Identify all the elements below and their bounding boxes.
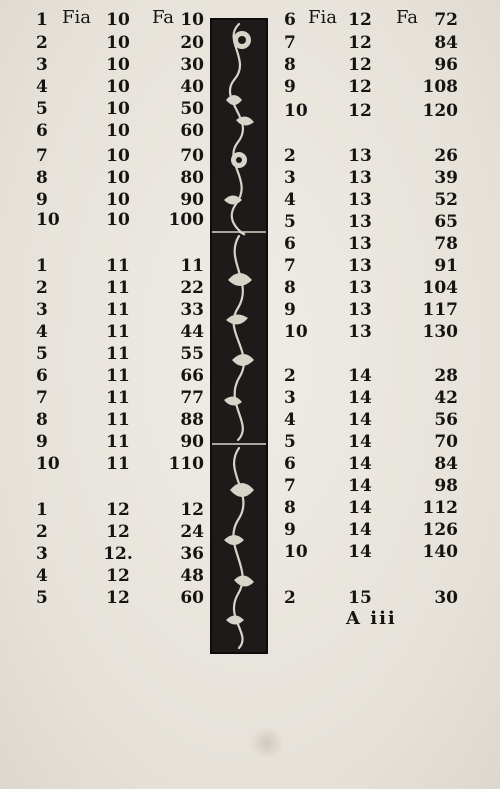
header-fia-label: Fia xyxy=(62,7,91,28)
table-row-factor: 13 xyxy=(348,146,372,166)
table-row-factor: 15 xyxy=(348,588,372,608)
table-row-multiplier: 6 xyxy=(36,366,48,386)
table-row-factor: 13 xyxy=(348,300,372,320)
table-row-product: 90 xyxy=(180,190,204,210)
table-row-product: 26 xyxy=(434,146,458,166)
table-row-factor: 13 xyxy=(348,190,372,210)
table-row-product: 96 xyxy=(434,55,458,75)
table-row-multiplier: 2 xyxy=(284,588,296,608)
table-row-multiplier: 2 xyxy=(36,522,48,542)
table-row-multiplier: 10 xyxy=(36,454,60,474)
table-row-multiplier: 7 xyxy=(284,256,296,276)
table-row-product: 12 xyxy=(180,500,204,520)
table-row-multiplier: 2 xyxy=(36,33,48,53)
table-row-multiplier: 8 xyxy=(284,55,296,75)
table-row-multiplier: 7 xyxy=(284,33,296,53)
table-row-multiplier: 4 xyxy=(284,190,296,210)
table-row-factor: 11 xyxy=(106,388,130,408)
table-row-factor: 10 xyxy=(106,121,130,141)
table-row-factor: 14 xyxy=(348,432,372,452)
table-row-multiplier: 7 xyxy=(284,476,296,496)
table-row-product: 84 xyxy=(434,33,458,53)
table-row-product: 84 xyxy=(434,454,458,474)
table-row-factor: 11 xyxy=(106,366,130,386)
table-row-product: 66 xyxy=(180,366,204,386)
table-row-multiplier: 7 xyxy=(36,388,48,408)
floral-woodcut-border-icon xyxy=(210,18,268,654)
header-fa-label: Fa xyxy=(152,7,174,28)
table-row-product: 78 xyxy=(434,234,458,254)
table-row-product: 11 xyxy=(180,256,204,276)
table-row-factor: 14 xyxy=(348,388,372,408)
signature-mark: A iii xyxy=(346,608,397,629)
header-factor: 12 xyxy=(348,10,372,30)
table-row-factor: 14 xyxy=(348,476,372,496)
table-row-factor: 13 xyxy=(348,322,372,342)
table-row-multiplier: 10 xyxy=(284,322,308,342)
table-row-factor: 13 xyxy=(348,168,372,188)
table-row-factor: 10 xyxy=(106,33,130,53)
table-row-multiplier: 8 xyxy=(36,410,48,430)
table-row-product: 65 xyxy=(434,212,458,232)
table-row-multiplier: 3 xyxy=(36,55,48,75)
table-row-multiplier: 5 xyxy=(284,212,296,232)
table-row-multiplier: 5 xyxy=(284,432,296,452)
table-row-factor: 13 xyxy=(348,234,372,254)
table-row-factor: 11 xyxy=(106,432,130,452)
table-row-factor: 14 xyxy=(348,542,372,562)
table-row-multiplier: 4 xyxy=(36,566,48,586)
table-row-product: 90 xyxy=(180,432,204,452)
table-row-product: 100 xyxy=(168,210,204,230)
header-fia-label: Fia xyxy=(308,7,337,28)
table-row-factor: 11 xyxy=(106,344,130,364)
table-row-multiplier: 9 xyxy=(284,520,296,540)
table-row-product: 30 xyxy=(180,55,204,75)
table-row-factor: 10 xyxy=(106,190,130,210)
table-row-multiplier: 10 xyxy=(36,210,60,230)
table-row-multiplier: 4 xyxy=(36,322,48,342)
table-row-factor: 13 xyxy=(348,278,372,298)
table-row-product: 104 xyxy=(422,278,458,298)
table-row-factor: 14 xyxy=(348,410,372,430)
table-row-product: 110 xyxy=(168,454,204,474)
table-row-multiplier: 5 xyxy=(36,588,48,608)
paper-stain xyxy=(248,728,286,758)
table-row-factor: 11 xyxy=(106,322,130,342)
table-row-factor: 12. xyxy=(103,544,133,564)
table-row-product: 48 xyxy=(180,566,204,586)
table-row-multiplier: 5 xyxy=(36,344,48,364)
table-row-factor: 11 xyxy=(106,410,130,430)
table-row-product: 88 xyxy=(180,410,204,430)
table-row-factor: 10 xyxy=(106,210,130,230)
header-product: 72 xyxy=(434,10,458,30)
table-row-product: 52 xyxy=(434,190,458,210)
table-row-multiplier: 10 xyxy=(284,542,308,562)
table-row-multiplier: 9 xyxy=(284,77,296,97)
header-row-number: 6 xyxy=(284,10,296,30)
table-row-multiplier: 2 xyxy=(284,146,296,166)
table-row-multiplier: 6 xyxy=(284,234,296,254)
table-row-multiplier: 1 xyxy=(36,500,48,520)
table-row-product: 91 xyxy=(434,256,458,276)
table-row-product: 36 xyxy=(180,544,204,564)
table-row-factor: 12 xyxy=(106,566,130,586)
table-row-product: 20 xyxy=(180,33,204,53)
table-row-multiplier: 3 xyxy=(36,300,48,320)
table-row-factor: 12 xyxy=(348,55,372,75)
table-row-product: 60 xyxy=(180,121,204,141)
table-row-factor: 11 xyxy=(106,454,130,474)
header-factor: 10 xyxy=(106,10,130,30)
table-row-product: 80 xyxy=(180,168,204,188)
table-row-factor: 13 xyxy=(348,212,372,232)
table-row-factor: 11 xyxy=(106,300,130,320)
table-row-product: 98 xyxy=(434,476,458,496)
table-row-multiplier: 10 xyxy=(284,101,308,121)
table-row-product: 24 xyxy=(180,522,204,542)
table-row-product: 126 xyxy=(422,520,458,540)
table-row-factor: 12 xyxy=(348,33,372,53)
table-row-factor: 13 xyxy=(348,256,372,276)
table-row-product: 70 xyxy=(180,146,204,166)
table-row-factor: 14 xyxy=(348,366,372,386)
table-row-multiplier: 6 xyxy=(284,454,296,474)
table-row-factor: 14 xyxy=(348,498,372,518)
table-row-product: 33 xyxy=(180,300,204,320)
table-row-product: 120 xyxy=(422,101,458,121)
table-row-factor: 14 xyxy=(348,520,372,540)
table-row-product: 56 xyxy=(434,410,458,430)
table-row-multiplier: 4 xyxy=(36,77,48,97)
table-row-multiplier: 8 xyxy=(36,168,48,188)
table-row-factor: 10 xyxy=(106,99,130,119)
table-row-factor: 10 xyxy=(106,55,130,75)
table-row-product: 50 xyxy=(180,99,204,119)
header-row-number: 1 xyxy=(36,10,48,30)
table-row-product: 55 xyxy=(180,344,204,364)
table-row-product: 117 xyxy=(422,300,458,320)
table-row-multiplier: 3 xyxy=(284,388,296,408)
table-row-factor: 12 xyxy=(348,77,372,97)
table-row-multiplier: 4 xyxy=(284,410,296,430)
table-row-product: 42 xyxy=(434,388,458,408)
table-row-multiplier: 2 xyxy=(284,366,296,386)
table-row-multiplier: 8 xyxy=(284,278,296,298)
table-row-factor: 12 xyxy=(106,588,130,608)
table-row-factor: 10 xyxy=(106,77,130,97)
table-row-product: 112 xyxy=(422,498,458,518)
table-row-factor: 10 xyxy=(106,146,130,166)
table-row-factor: 14 xyxy=(348,454,372,474)
table-row-multiplier: 9 xyxy=(36,432,48,452)
table-row-product: 28 xyxy=(434,366,458,386)
table-row-product: 22 xyxy=(180,278,204,298)
table-row-factor: 11 xyxy=(106,278,130,298)
table-row-product: 130 xyxy=(422,322,458,342)
table-row-product: 70 xyxy=(434,432,458,452)
table-row-multiplier: 6 xyxy=(36,121,48,141)
table-row-product: 140 xyxy=(422,542,458,562)
table-row-factor: 12 xyxy=(348,101,372,121)
table-row-product: 39 xyxy=(434,168,458,188)
table-row-factor: 12 xyxy=(106,522,130,542)
table-row-multiplier: 3 xyxy=(284,168,296,188)
table-row-multiplier: 8 xyxy=(284,498,296,518)
table-row-multiplier: 3 xyxy=(36,544,48,564)
table-row-multiplier: 9 xyxy=(284,300,296,320)
table-row-multiplier: 5 xyxy=(36,99,48,119)
table-row-product: 108 xyxy=(422,77,458,97)
header-product: 10 xyxy=(180,10,204,30)
table-row-product: 60 xyxy=(180,588,204,608)
table-row-factor: 11 xyxy=(106,256,130,276)
table-row-multiplier: 7 xyxy=(36,146,48,166)
table-row-product: 40 xyxy=(180,77,204,97)
table-row-factor: 12 xyxy=(106,500,130,520)
table-row-multiplier: 2 xyxy=(36,278,48,298)
table-row-product: 77 xyxy=(180,388,204,408)
table-row-factor: 10 xyxy=(106,168,130,188)
header-fa-label: Fa xyxy=(396,7,418,28)
table-row-product: 30 xyxy=(434,588,458,608)
table-row-product: 44 xyxy=(180,322,204,342)
table-row-multiplier: 1 xyxy=(36,256,48,276)
table-row-multiplier: 9 xyxy=(36,190,48,210)
